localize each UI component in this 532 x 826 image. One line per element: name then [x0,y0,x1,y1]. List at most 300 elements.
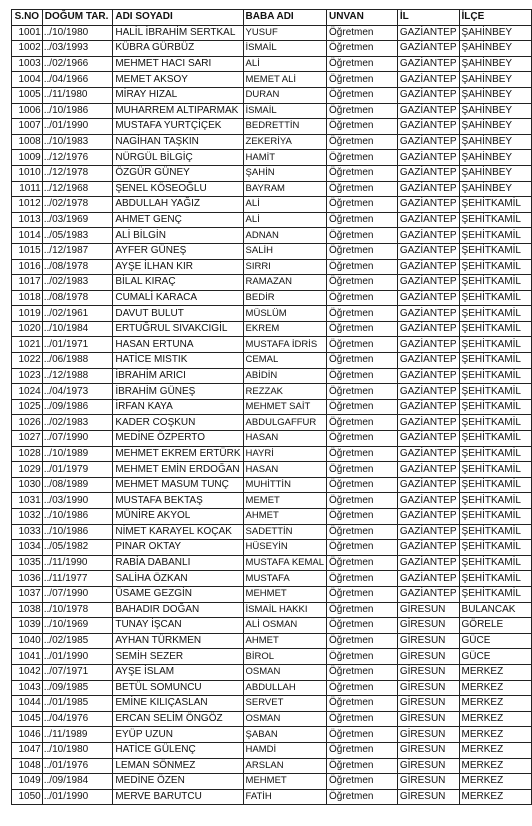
cell-title: Öğretmen [327,555,398,571]
cell-district: MERKEZ [459,758,531,774]
cell-birth-date: ../09/1984 [42,774,113,790]
cell-full-name: PINAR OKTAY [113,540,243,556]
cell-father-name: BEDİR [243,290,326,306]
cell-birth-date: ../01/1979 [42,462,113,478]
cell-district: MERKEZ [459,727,531,743]
cell-title: Öğretmen [327,711,398,727]
cell-sno: 1034 [12,540,43,556]
cell-district: GÜCE [459,649,531,665]
cell-district: ŞEHİTKAMİL [459,524,531,540]
table-row [12,384,532,400]
col-header-full-name: ADI SOYADI [113,10,243,26]
cell-birth-date: ../02/1983 [42,275,113,291]
cell-title: Öğretmen [327,509,398,525]
cell-district: ŞAHİNBEY [459,72,531,88]
cell-sno: 1018 [12,290,43,306]
cell-birth-date: ../10/1986 [42,103,113,119]
cell-full-name: HATİCE GÜLENÇ [113,742,243,758]
cell-title: Öğretmen [327,103,398,119]
cell-birth-date: ../09/1985 [42,680,113,696]
cell-province: GAZİANTEP [397,337,459,353]
cell-province: GAZİANTEP [397,540,459,556]
cell-father-name: ALİ [243,212,326,228]
cell-full-name: MÜNİRE AKYOL [113,509,243,525]
table-row [12,290,532,306]
table-row [12,259,532,275]
cell-sno: 1040 [12,633,43,649]
cell-full-name: NÜRGÜL BİLGİÇ [113,150,243,166]
cell-province: GAZİANTEP [397,415,459,431]
cell-father-name: HAYRİ [243,446,326,462]
cell-sno: 1046 [12,727,43,743]
cell-province: GİRESUN [397,680,459,696]
cell-title: Öğretmen [327,789,398,805]
cell-full-name: LEMAN SÖNMEZ [113,758,243,774]
cell-birth-date: ../04/1966 [42,72,113,88]
cell-district: ŞEHİTKAMİL [459,477,531,493]
table-row [12,165,532,181]
cell-sno: 1043 [12,680,43,696]
cell-father-name: ARSLAN [243,758,326,774]
cell-sno: 1016 [12,259,43,275]
cell-province: GAZİANTEP [397,72,459,88]
cell-province: GİRESUN [397,711,459,727]
cell-district: ŞEHİTKAMİL [459,415,531,431]
cell-province: GAZİANTEP [397,259,459,275]
cell-province: GAZİANTEP [397,275,459,291]
cell-sno: 1005 [12,87,43,103]
table-row [12,493,532,509]
table-row [12,181,532,197]
table-row [12,415,532,431]
cell-province: GİRESUN [397,664,459,680]
cell-father-name: BEDRETTİN [243,119,326,135]
cell-full-name: ERCAN SELİM ÖNGÖZ [113,711,243,727]
cell-province: GAZİANTEP [397,571,459,587]
cell-province: GAZİANTEP [397,134,459,150]
cell-district: MERKEZ [459,789,531,805]
cell-province: GAZİANTEP [397,368,459,384]
cell-birth-date: ../10/1980 [42,25,113,41]
cell-title: Öğretmen [327,602,398,618]
table-row [12,524,532,540]
cell-sno: 1021 [12,337,43,353]
cell-title: Öğretmen [327,150,398,166]
table-row [12,275,532,291]
cell-birth-date: ../08/1978 [42,259,113,275]
cell-father-name: BİROL [243,649,326,665]
cell-district: ŞAHİNBEY [459,119,531,135]
cell-title: Öğretmen [327,337,398,353]
cell-sno: 1023 [12,368,43,384]
cell-sno: 1020 [12,321,43,337]
cell-sno: 1010 [12,165,43,181]
cell-sno: 1022 [12,353,43,369]
cell-full-name: SEMİH SEZER [113,649,243,665]
cell-father-name: EKREM [243,321,326,337]
cell-district: ŞEHİTKAMİL [459,306,531,322]
cell-full-name: İBRAHİM GÜNEŞ [113,384,243,400]
cell-sno: 1038 [12,602,43,618]
cell-district: ŞEHİTKAMİL [459,462,531,478]
cell-full-name: EYÜP UZUN [113,727,243,743]
cell-district: MERKEZ [459,664,531,680]
cell-sno: 1024 [12,384,43,400]
cell-province: GAZİANTEP [397,56,459,72]
cell-father-name: ZEKERİYA [243,134,326,150]
cell-province: GAZİANTEP [397,243,459,259]
cell-title: Öğretmen [327,87,398,103]
cell-birth-date: ../12/1968 [42,181,113,197]
cell-birth-date: ../05/1983 [42,228,113,244]
table-row [12,571,532,587]
cell-father-name: ALİ [243,56,326,72]
cell-sno: 1041 [12,649,43,665]
cell-province: GAZİANTEP [397,228,459,244]
col-header-birth-date: DOĞUM TAR. [42,10,113,26]
cell-father-name: ŞAHİN [243,165,326,181]
cell-full-name: ÖZGÜR GÜNEY [113,165,243,181]
cell-province: GAZİANTEP [397,150,459,166]
cell-title: Öğretmen [327,165,398,181]
cell-father-name: CEMAL [243,353,326,369]
cell-province: GİRESUN [397,602,459,618]
table-row [12,633,532,649]
col-header-province: İL [397,10,459,26]
cell-full-name: AHMET GENÇ [113,212,243,228]
table-row [12,618,532,634]
cell-father-name: MEHMET [243,586,326,602]
cell-province: GAZİANTEP [397,431,459,447]
cell-father-name: SADETTİN [243,524,326,540]
cell-sno: 1017 [12,275,43,291]
cell-sno: 1029 [12,462,43,478]
cell-father-name: ABDULGAFFUR [243,415,326,431]
cell-birth-date: ../02/1966 [42,56,113,72]
table-row [12,540,532,556]
cell-birth-date: ../11/1989 [42,727,113,743]
cell-district: ŞEHİTKAMİL [459,353,531,369]
cell-province: GAZİANTEP [397,586,459,602]
table-row [12,758,532,774]
cell-title: Öğretmen [327,212,398,228]
cell-birth-date: ../07/1990 [42,586,113,602]
cell-province: GİRESUN [397,727,459,743]
cell-title: Öğretmen [327,181,398,197]
table-row [12,742,532,758]
cell-district: ŞEHİTKAMİL [459,290,531,306]
cell-full-name: ÜSAME GEZGİN [113,586,243,602]
cell-district: ŞEHİTKAMİL [459,509,531,525]
cell-district: ŞEHİTKAMİL [459,212,531,228]
cell-full-name: BETÜL SOMUNCU [113,680,243,696]
cell-birth-date: ../03/1969 [42,212,113,228]
cell-district: ŞEHİTKAMİL [459,321,531,337]
cell-sno: 1039 [12,618,43,634]
cell-sno: 1045 [12,711,43,727]
cell-province: GİRESUN [397,742,459,758]
cell-province: GAZİANTEP [397,524,459,540]
header-row [12,10,532,26]
cell-district: ŞEHİTKAMİL [459,586,531,602]
cell-birth-date: ../01/1976 [42,758,113,774]
cell-father-name: YUSUF [243,25,326,41]
cell-father-name: OSMAN [243,711,326,727]
cell-title: Öğretmen [327,727,398,743]
cell-title: Öğretmen [327,134,398,150]
table-row [12,321,532,337]
cell-province: GİRESUN [397,758,459,774]
cell-full-name: HALİL İBRAHİM SERTKAL [113,25,243,41]
cell-province: GAZİANTEP [397,493,459,509]
cell-full-name: HATİCE MISTIK [113,353,243,369]
cell-birth-date: ../12/1978 [42,165,113,181]
cell-district: MERKEZ [459,742,531,758]
table-row [12,462,532,478]
cell-title: Öğretmen [327,696,398,712]
cell-birth-date: ../11/1977 [42,571,113,587]
cell-birth-date: ../04/1973 [42,384,113,400]
cell-birth-date: ../05/1982 [42,540,113,556]
table-row [12,353,532,369]
cell-birth-date: ../10/1984 [42,321,113,337]
cell-sno: 1025 [12,399,43,415]
cell-district: MERKEZ [459,774,531,790]
cell-full-name: TUNAY İŞCAN [113,618,243,634]
cell-full-name: SALİHA ÖZKAN [113,571,243,587]
cell-title: Öğretmen [327,618,398,634]
cell-full-name: AYFER GÜNEŞ [113,243,243,259]
cell-province: GAZİANTEP [397,384,459,400]
cell-district: ŞEHİTKAMİL [459,493,531,509]
cell-title: Öğretmen [327,774,398,790]
cell-district: ŞEHİTKAMİL [459,368,531,384]
cell-father-name: AHMET [243,509,326,525]
cell-birth-date: ../10/1980 [42,742,113,758]
cell-title: Öğretmen [327,119,398,135]
cell-title: Öğretmen [327,493,398,509]
table-row [12,87,532,103]
cell-title: Öğretmen [327,290,398,306]
cell-title: Öğretmen [327,259,398,275]
table-row [12,446,532,462]
cell-birth-date: ../01/1990 [42,789,113,805]
cell-full-name: BİLAL KIRAÇ [113,275,243,291]
cell-province: GAZİANTEP [397,165,459,181]
cell-title: Öğretmen [327,275,398,291]
cell-birth-date: ../11/1980 [42,87,113,103]
table-row [12,477,532,493]
cell-full-name: MEDİNE ÖZPERTO [113,431,243,447]
cell-province: GAZİANTEP [397,446,459,462]
cell-district: ŞAHİNBEY [459,87,531,103]
cell-title: Öğretmen [327,462,398,478]
cell-full-name: MUSTAFA BEKTAŞ [113,493,243,509]
cell-district: ŞEHİTKAMİL [459,228,531,244]
cell-district: ŞAHİNBEY [459,134,531,150]
cell-district: ŞAHİNBEY [459,181,531,197]
table-row [12,509,532,525]
cell-title: Öğretmen [327,368,398,384]
cell-sno: 1026 [12,415,43,431]
cell-father-name: HASAN [243,431,326,447]
cell-birth-date: ../04/1976 [42,711,113,727]
cell-title: Öğretmen [327,306,398,322]
cell-province: GİRESUN [397,618,459,634]
cell-father-name: REZZAK [243,384,326,400]
cell-birth-date: ../11/1990 [42,555,113,571]
cell-full-name: DAVUT BULUT [113,306,243,322]
cell-district: ŞEHİTKAMİL [459,197,531,213]
cell-birth-date: ../03/1990 [42,493,113,509]
cell-father-name: ABDULLAH [243,680,326,696]
cell-sno: 1042 [12,664,43,680]
cell-sno: 1008 [12,134,43,150]
cell-province: GAZİANTEP [397,477,459,493]
cell-father-name: ALİ [243,197,326,213]
cell-title: Öğretmen [327,243,398,259]
cell-district: ŞAHİNBEY [459,103,531,119]
cell-full-name: CUMALİ KARACA [113,290,243,306]
cell-title: Öğretmen [327,353,398,369]
cell-father-name: HÜSEYİN [243,540,326,556]
table-row [12,119,532,135]
table-row [12,212,532,228]
cell-title: Öğretmen [327,664,398,680]
cell-province: GİRESUN [397,696,459,712]
cell-sno: 1030 [12,477,43,493]
cell-birth-date: ../01/1985 [42,696,113,712]
cell-sno: 1004 [12,72,43,88]
cell-sno: 1037 [12,586,43,602]
cell-birth-date: ../06/1988 [42,353,113,369]
cell-father-name: MEHMET SAİT [243,399,326,415]
cell-sno: 1035 [12,555,43,571]
cell-province: GAZİANTEP [397,509,459,525]
table-row [12,696,532,712]
table-row [12,197,532,213]
cell-birth-date: ../10/1983 [42,134,113,150]
cell-full-name: MEHMET HACI SARI [113,56,243,72]
cell-district: ŞAHİNBEY [459,41,531,57]
cell-province: GAZİANTEP [397,197,459,213]
cell-district: ŞEHİTKAMİL [459,275,531,291]
cell-title: Öğretmen [327,680,398,696]
cell-birth-date: ../08/1978 [42,290,113,306]
cell-sno: 1050 [12,789,43,805]
cell-title: Öğretmen [327,431,398,447]
cell-full-name: KÜBRA GÜRBÜZ [113,41,243,57]
table-row [12,134,532,150]
table-row [12,586,532,602]
cell-district: ŞAHİNBEY [459,25,531,41]
cell-title: Öğretmen [327,524,398,540]
cell-sno: 1033 [12,524,43,540]
cell-father-name: MUSTAFA KEMAL [243,555,326,571]
table-row [12,680,532,696]
cell-province: GAZİANTEP [397,41,459,57]
cell-sno: 1007 [12,119,43,135]
cell-district: GÖRELE [459,618,531,634]
cell-sno: 1048 [12,758,43,774]
table-row [12,150,532,166]
cell-province: GAZİANTEP [397,555,459,571]
cell-province: GAZİANTEP [397,462,459,478]
cell-full-name: MEHMET EKREM ERTÜRK [113,446,243,462]
cell-province: GİRESUN [397,774,459,790]
cell-district: MERKEZ [459,680,531,696]
cell-title: Öğretmen [327,197,398,213]
table-row [12,103,532,119]
cell-birth-date: ../12/1988 [42,368,113,384]
table-row [12,399,532,415]
cell-father-name: AHMET [243,633,326,649]
cell-province: GAZİANTEP [397,87,459,103]
col-header-sno: S.NO [12,10,43,26]
cell-province: GİRESUN [397,633,459,649]
cell-father-name: ADNAN [243,228,326,244]
table-row [12,555,532,571]
cell-district: ŞEHİTKAMİL [459,384,531,400]
table-row [12,727,532,743]
cell-province: GAZİANTEP [397,321,459,337]
cell-full-name: MEHMET EMİN ERDOĞAN [113,462,243,478]
cell-father-name: ALİ OSMAN [243,618,326,634]
cell-full-name: NİMET KARAYEL KOÇAK [113,524,243,540]
cell-province: GAZİANTEP [397,290,459,306]
cell-full-name: NAGİHAN TAŞKIN [113,134,243,150]
cell-title: Öğretmen [327,633,398,649]
table-row [12,337,532,353]
cell-province: GAZİANTEP [397,25,459,41]
cell-birth-date: ../03/1993 [42,41,113,57]
cell-title: Öğretmen [327,446,398,462]
cell-full-name: MUHARREM ALTIPARMAK [113,103,243,119]
cell-father-name: SERVET [243,696,326,712]
cell-father-name: ŞABAN [243,727,326,743]
table-header [12,10,532,26]
cell-title: Öğretmen [327,384,398,400]
cell-sno: 1014 [12,228,43,244]
cell-birth-date: ../12/1976 [42,150,113,166]
table-row [12,649,532,665]
cell-district: ŞEHİTKAMİL [459,399,531,415]
cell-father-name: MEHMET [243,774,326,790]
cell-district: ŞAHİNBEY [459,165,531,181]
cell-district: ŞEHİTKAMİL [459,571,531,587]
cell-father-name: MÜSLÜM [243,306,326,322]
table-row [12,228,532,244]
cell-sno: 1001 [12,25,43,41]
cell-title: Öğretmen [327,321,398,337]
cell-father-name: HAMİT [243,150,326,166]
cell-title: Öğretmen [327,399,398,415]
cell-father-name: ABİDİN [243,368,326,384]
table-row [12,306,532,322]
cell-father-name: MUSTAFA İDRİS [243,337,326,353]
cell-father-name: MEMET ALİ [243,72,326,88]
col-header-district: İLÇE [459,10,531,26]
cell-district: ŞEHİTKAMİL [459,431,531,447]
cell-full-name: MİRAY HIZAL [113,87,243,103]
cell-birth-date: ../02/1983 [42,415,113,431]
cell-title: Öğretmen [327,586,398,602]
cell-sno: 1027 [12,431,43,447]
cell-full-name: MEDİNE ÖZEN [113,774,243,790]
table-row [12,368,532,384]
cell-sno: 1009 [12,150,43,166]
table-row [12,774,532,790]
